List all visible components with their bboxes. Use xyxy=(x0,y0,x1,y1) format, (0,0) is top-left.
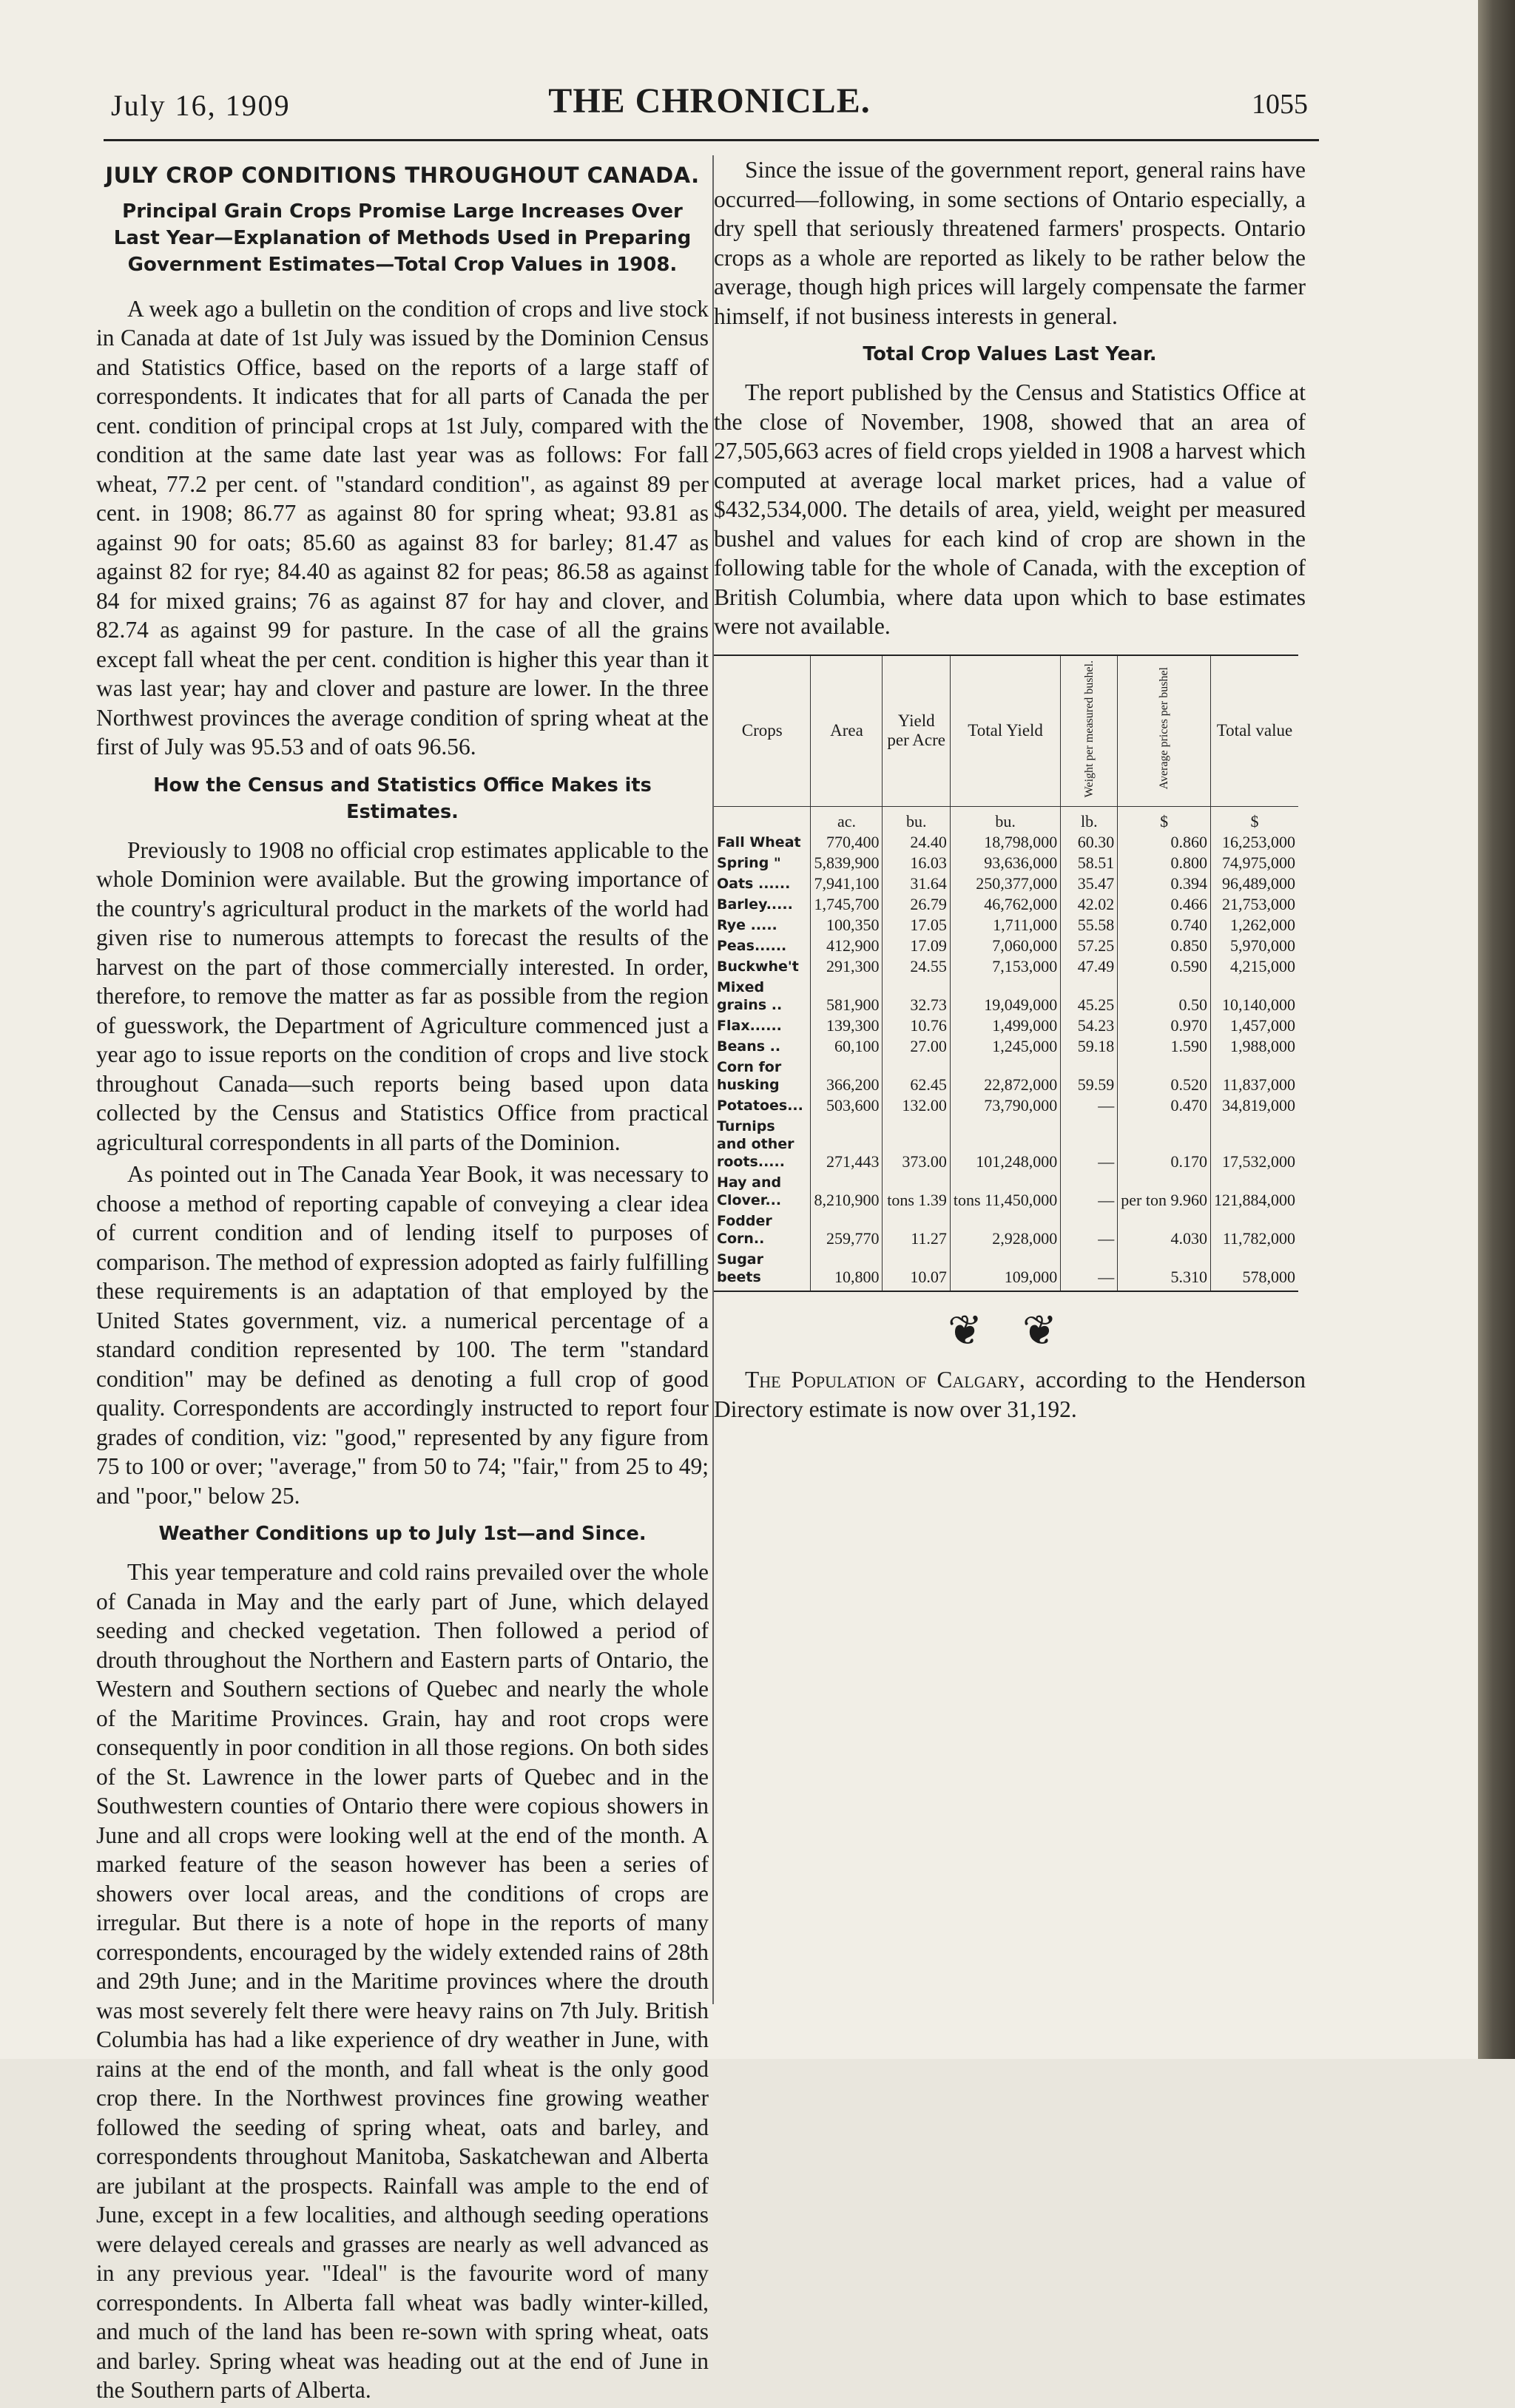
cell-crop: Oats ...... xyxy=(717,875,791,892)
cell-weight: — xyxy=(1061,1249,1118,1291)
cell-crop: Rye ..... xyxy=(717,916,777,933)
footer-note-lead: The Population of Calgary, xyxy=(745,1367,1025,1393)
unit-cell: $ xyxy=(1210,806,1298,832)
table-body xyxy=(714,806,1298,1291)
cell-crop: Turnips and other roots..... xyxy=(717,1117,794,1170)
cell-total: 109,000 xyxy=(950,1249,1060,1291)
table-row xyxy=(714,1211,1298,1249)
cell-area: 581,900 xyxy=(811,977,883,1015)
cell-value: 16,253,000 xyxy=(1210,832,1298,853)
table-row xyxy=(714,1036,1298,1057)
table-row xyxy=(714,977,1298,1015)
ornament: ❦ ❦ xyxy=(948,1308,1072,1354)
cell-value: 4,215,000 xyxy=(1210,956,1298,977)
cell-value: 74,975,000 xyxy=(1210,853,1298,873)
issue-date: July 16, 1909 xyxy=(111,89,291,122)
table-row xyxy=(714,915,1298,936)
cell-area: 770,400 xyxy=(811,832,883,853)
cell-price: per ton 9.960 xyxy=(1118,1172,1211,1211)
table-row xyxy=(714,1116,1298,1172)
cell-value: 1,262,000 xyxy=(1210,915,1298,936)
intro-paragraph: A week ago a bulletin on the condition of crops and live stock in Canada at date of 1st July was issued by the Dominion Census and Statistics Office, based on the reports of a large staff of correspondents. It indicates that for all parts of Canada the per cent. condition of principal crops at 1st July, compared with the condition at the same date last year was as follows: For fall wheat, 77.2 per cent. of "standard condition", as against 89 per cent. in 1908; 86.77 as against 80 for spring wheat; 93.81 as against 90 for oats; 85.60 as against 83 for barley; 81.47 as against 82 for rye; 84.40 as against 82 for peas; 86.58 as against 84 for mixed grains; 76 as against 87 for hay and clover, and 82.74 as against 99 for pasture. In the case of all the grains except fall wheat the per cent. condition is higher this year than it was last year; hay and clover and pasture are lower. In the three Northwest provinces the average condition of spring wheat at the first of July was 95.53 and of oats 96.56. xyxy=(96,295,709,760)
unit-cell: bu. xyxy=(883,806,950,832)
cell-yield: 10.07 xyxy=(883,1249,950,1291)
cell-total: 2,928,000 xyxy=(950,1211,1060,1249)
page-header xyxy=(111,78,1308,122)
cell-area: 259,770 xyxy=(811,1211,883,1249)
footer-note xyxy=(714,1365,1306,1424)
table-row xyxy=(714,1015,1298,1036)
cell-price: 0.860 xyxy=(1118,832,1211,853)
cell-price: 0.470 xyxy=(1118,1095,1211,1116)
article-subtitle: Principal Grain Crops Promise Large Increases Over Last Year—Explanation of Methods Used in Preparing Government Estimates—Total Crop Values in 1908. xyxy=(113,200,692,276)
cell-value: 21,753,000 xyxy=(1210,894,1298,915)
cell-value: 1,988,000 xyxy=(1210,1036,1298,1057)
unit-cell: lb. xyxy=(1061,806,1118,832)
table-row xyxy=(714,873,1298,894)
table-row xyxy=(714,853,1298,873)
cell-area: 271,443 xyxy=(811,1116,883,1172)
header-total-yield: Total Yield xyxy=(950,655,1060,807)
cell-value: 10,140,000 xyxy=(1210,977,1298,1015)
cell-yield: 62.45 xyxy=(883,1057,950,1095)
cell-value: 17,532,000 xyxy=(1210,1116,1298,1172)
cell-value: 11,837,000 xyxy=(1210,1057,1298,1095)
header-avg-price xyxy=(1118,655,1211,807)
cell-yield: 31.64 xyxy=(883,873,950,894)
cell-weight: 60.30 xyxy=(1061,832,1118,853)
cell-yield: 32.73 xyxy=(883,977,950,1015)
cell-price: 0.970 xyxy=(1118,1015,1211,1036)
cell-weight: 45.25 xyxy=(1061,977,1118,1015)
cell-crop: Potatoes... xyxy=(717,1097,803,1114)
cell-price: 0.800 xyxy=(1118,853,1211,873)
cell-value: 96,489,000 xyxy=(1210,873,1298,894)
cell-yield: 11.27 xyxy=(883,1211,950,1249)
cell-weight: 57.25 xyxy=(1061,936,1118,956)
unit-cell: $ xyxy=(1118,806,1211,832)
cell-weight: 55.58 xyxy=(1061,915,1118,936)
estimates-paragraph-2: As pointed out in The Canada Year Book, it was necessary to choose a method of reporting capable of conveying a clear idea of current condition and of lending itself to purposes of comparison. The method of expression adopted as fairly fulfilling these requirements is an adaptation of that employed by the United States government, viz. a numerical percentage of a standard condition represented by 100. The term "standard condition" may be defined as denoting a full crop of good quality. Correspondents are accordingly instructed to report four grades of condition, viz: "good," represented by any figure from 75 to 100 or over; "average," from 50 to 74; "fair," from 25 to 49; and "poor," below 25. xyxy=(96,1161,709,1509)
cell-crop: Hay and Clover... xyxy=(717,1174,782,1208)
cell-price: 5.310 xyxy=(1118,1249,1211,1291)
cell-yield: 24.55 xyxy=(883,956,950,977)
cell-crop: Flax...... xyxy=(717,1017,782,1034)
cell-weight: 59.18 xyxy=(1061,1036,1118,1057)
cell-total: 1,245,000 xyxy=(950,1036,1060,1057)
cell-area: 10,800 xyxy=(811,1249,883,1291)
cell-value: 5,970,000 xyxy=(1210,936,1298,956)
cell-weight: 59.59 xyxy=(1061,1057,1118,1095)
footer-note-rest: according to the Henderson Directory estimate is now over 31,192. xyxy=(714,1367,1306,1422)
cell-yield: 27.00 xyxy=(883,1036,950,1057)
header-weight-text: Weight per measured bushel. xyxy=(1082,660,1096,797)
cell-yield: 17.09 xyxy=(883,936,950,956)
cell-crop: Fodder Corn.. xyxy=(717,1212,772,1247)
weather-paragraph-2: Since the issue of the government report, general rains have occurred—following, in some sections of Ontario especially, a dry spell that seriously threatened farmers' prospects. Ontario crops as a whole are reported as likely to be rather below the average, though high prices will largely compensate the farmer himself, if not business interests in general. xyxy=(714,157,1306,329)
publication-title: THE CHRONICLE. xyxy=(548,81,871,121)
cell-total: tons 11,450,000 xyxy=(950,1172,1060,1211)
cell-value: 1,457,000 xyxy=(1210,1015,1298,1036)
page-number: 1055 xyxy=(1252,89,1308,120)
crop-values-table xyxy=(714,655,1298,1292)
cell-yield: 132.00 xyxy=(883,1095,950,1116)
cell-weight: — xyxy=(1061,1211,1118,1249)
units-row xyxy=(714,806,1298,832)
header-avg-price-text: Average prices per bushel xyxy=(1158,667,1171,790)
header-yield-per-acre: Yield per Acre xyxy=(883,655,950,807)
cell-weight: — xyxy=(1061,1116,1118,1172)
table-row xyxy=(714,894,1298,915)
cell-price: 4.030 xyxy=(1118,1211,1211,1249)
cell-value: 34,819,000 xyxy=(1210,1095,1298,1116)
cell-yield: 17.05 xyxy=(883,915,950,936)
cell-price: 0.590 xyxy=(1118,956,1211,977)
header-rule xyxy=(104,139,1319,141)
section-heading-values: Total Crop Values Last Year. xyxy=(863,343,1157,365)
cell-price: 1.590 xyxy=(1118,1036,1211,1057)
cell-crop: Corn for husking xyxy=(717,1058,782,1093)
cell-area: 60,100 xyxy=(811,1036,883,1057)
cell-area: 503,600 xyxy=(811,1095,883,1116)
cell-crop: Beans .. xyxy=(717,1038,781,1055)
cell-price: 0.520 xyxy=(1118,1057,1211,1095)
cell-total: 101,248,000 xyxy=(950,1116,1060,1172)
cell-weight: 58.51 xyxy=(1061,853,1118,873)
table-row xyxy=(714,956,1298,977)
cell-crop: Buckwhe't xyxy=(717,958,799,975)
cell-area: 412,900 xyxy=(811,936,883,956)
cell-weight: 47.49 xyxy=(1061,956,1118,977)
section-heading-weather: Weather Conditions up to July 1st—and Since. xyxy=(158,1523,647,1545)
left-column xyxy=(96,155,709,2408)
cell-area: 7,941,100 xyxy=(811,873,883,894)
table-row xyxy=(714,936,1298,956)
cell-yield: 373.00 xyxy=(883,1116,950,1172)
right-column xyxy=(714,155,1306,1427)
cell-total: 7,153,000 xyxy=(950,956,1060,977)
cell-value: 11,782,000 xyxy=(1210,1211,1298,1249)
cell-total: 73,790,000 xyxy=(950,1095,1060,1116)
cell-weight: — xyxy=(1061,1172,1118,1211)
book-binding-edge xyxy=(1478,0,1515,2059)
cell-price: 0.50 xyxy=(1118,977,1211,1015)
cell-weight: 42.02 xyxy=(1061,894,1118,915)
header-total-value: Total value xyxy=(1210,655,1298,807)
cell-total: 46,762,000 xyxy=(950,894,1060,915)
unit-cell xyxy=(714,806,811,832)
cell-value: 578,000 xyxy=(1210,1249,1298,1291)
values-paragraph: The report published by the Census and Statistics Office at the close of November, 1908, showed that an area of 27,505,663 acres of field crops yielded in 1908 a harvest which computed at average local market prices, had a value of $432,534,000. The details of area, yield, weight per measured bushel and values for each kind of crop are shown in the following table for the whole of Canada, with the exception of British Columbia, where data upon which to base estimates were not available. xyxy=(714,379,1306,639)
cell-price: 0.850 xyxy=(1118,936,1211,956)
table-row xyxy=(714,1057,1298,1095)
cell-area: 8,210,900 xyxy=(811,1172,883,1211)
cell-yield: tons 1.39 xyxy=(883,1172,950,1211)
cell-price: 0.394 xyxy=(1118,873,1211,894)
cell-crop: Mixed grains .. xyxy=(717,978,783,1013)
cell-total: 1,499,000 xyxy=(950,1015,1060,1036)
table-row xyxy=(714,1249,1298,1291)
cell-crop: Sugar beets xyxy=(714,1249,811,1291)
cell-area: 366,200 xyxy=(811,1057,883,1095)
header-crops: Crops xyxy=(714,655,811,807)
unit-cell: ac. xyxy=(811,806,883,832)
weather-paragraph-1: This year temperature and cold rains prevailed over the whole of Canada in May and the early part of June, which delayed seeding and checked vegetation. Then followed a period of drouth throughout the Northern and Eastern parts of Ontario, the Western and Southern sections of Quebec and nearly the whole of the Maritime Provinces. Grain, hay and root crops were consequently in poor condition in all those regions. On both sides of the St. Lawrence in the lower parts of Quebec and in the Southwestern counties of Ontario there were copious showers in June and all crops were looking well at the end of the month. A marked feature of the season however has been a series of showers over local areas, and the conditions of crops are irregular. But there is a note of hope in the reports of many correspondents, encouraged by the widely extended rains of 28th and 29th June; and in the Maritime provinces where the drouth was most severely felt there were heavy rains on 7th July. British Columbia has had a like experience of dry weather in June, with rains at the end of the month, and fall wheat is the only good crop there. In the Northwest provinces fine growing weather followed the seeding of spring wheat, oats and barley, and correspondents throughout Manitoba, Saskatchewan and Alberta are jubilant at the prospects. Rainfall was ample to the end of June, except in a few localities, and although seeding operations were delayed cereals and grasses are nearly as well advanced as in any previous year. "Ideal" is the favourite word of many correspondents. In Alberta fall wheat was badly winter-killed, and much of the land has been re-sown with spring wheat, oats and barley. Spring wheat was heading out at the end of June in the Southern parts of Alberta. xyxy=(96,1559,709,2403)
article-title: JULY CROP CONDITIONS THROUGHOUT CANADA. xyxy=(105,163,700,188)
cell-total: 1,711,000 xyxy=(950,915,1060,936)
estimates-paragraph-1: Previously to 1908 no official crop estimates applicable to the whole Dominion were available. But the growing importance of the country's agricultural product in the markets of the world had given rise to numerous attempts to forecast the results of the harvest on the part of those commercially interested. In order, therefore, to remove the matter as far as possible from the region of guesswork, the Department of Agriculture commenced just a year ago to issue reports on the condition of crops and live stock throughout Canada—such reports being based upon data collected by the Census and Statistics Office from practical agricultural correspondents in all parts of the Dominion. xyxy=(96,836,709,1155)
cell-total: 93,636,000 xyxy=(950,853,1060,873)
table-row xyxy=(714,832,1298,853)
cell-total: 250,377,000 xyxy=(950,873,1060,894)
cell-yield: 24.40 xyxy=(883,832,950,853)
cell-area: 5,839,900 xyxy=(811,853,883,873)
cell-yield: 10.76 xyxy=(883,1015,950,1036)
cell-crop: Peas...... xyxy=(717,937,787,954)
cell-area: 100,350 xyxy=(811,915,883,936)
cell-weight: — xyxy=(1061,1095,1118,1116)
cell-area: 1,745,700 xyxy=(811,894,883,915)
table-header-row xyxy=(714,655,1298,807)
cell-price: 0.740 xyxy=(1118,915,1211,936)
cell-price: 0.466 xyxy=(1118,894,1211,915)
section-heading-estimates: How the Census and Statistics Office Makes its Estimates. xyxy=(153,774,652,823)
unit-cell: bu. xyxy=(950,806,1060,832)
table-row xyxy=(714,1172,1298,1211)
cell-total: 7,060,000 xyxy=(950,936,1060,956)
header-weight xyxy=(1061,655,1118,807)
cell-total: 22,872,000 xyxy=(950,1057,1060,1095)
cell-value: 121,884,000 xyxy=(1210,1172,1298,1211)
cell-price: 0.170 xyxy=(1118,1116,1211,1172)
cell-total: 18,798,000 xyxy=(950,832,1060,853)
table-row xyxy=(714,1095,1298,1116)
cell-area: 291,300 xyxy=(811,956,883,977)
cell-crop: Spring " xyxy=(717,854,781,871)
cell-area: 139,300 xyxy=(811,1015,883,1036)
cell-yield: 16.03 xyxy=(883,853,950,873)
cell-total: 19,049,000 xyxy=(950,977,1060,1015)
cell-weight: 54.23 xyxy=(1061,1015,1118,1036)
cell-crop: Barley..... xyxy=(717,896,793,913)
cell-crop: Fall Wheat xyxy=(717,833,801,850)
cell-weight: 35.47 xyxy=(1061,873,1118,894)
header-area: Area xyxy=(811,655,883,807)
cell-yield: 26.79 xyxy=(883,894,950,915)
